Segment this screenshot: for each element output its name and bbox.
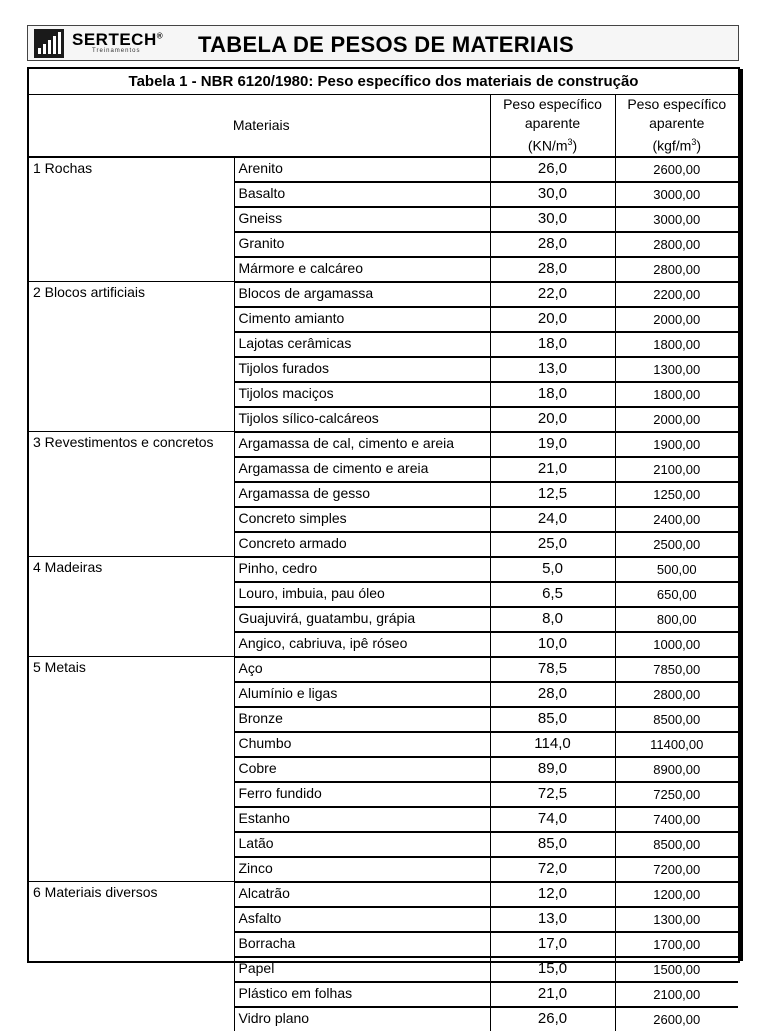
- category-cell: 3 Revestimentos e concretos: [29, 432, 234, 557]
- material-cell: Ferro fundido: [234, 782, 490, 807]
- kn-value-cell: 21,0: [490, 982, 615, 1007]
- kn-value-cell: 89,0: [490, 757, 615, 782]
- materials-table: [29, 69, 738, 1031]
- kgf-value-cell: 1800,00: [615, 332, 738, 357]
- kn-value-cell: 20,0: [490, 407, 615, 432]
- brand-subtitle: Treinamentos: [92, 48, 141, 54]
- table-row: [29, 432, 738, 457]
- kgf-value-cell: 650,00: [615, 582, 738, 607]
- kn-value-cell: 30,0: [490, 182, 615, 207]
- kn-value-cell: 26,0: [490, 1007, 615, 1031]
- kn-value-cell: 5,0: [490, 557, 615, 582]
- category-cell: 1 Rochas: [29, 157, 234, 282]
- header-materials: Materiais: [29, 95, 490, 157]
- kn-value-cell: 12,5: [490, 482, 615, 507]
- kn-value-cell: 6,5: [490, 582, 615, 607]
- kgf-value-cell: 8500,00: [615, 707, 738, 732]
- kgf-value-cell: 7850,00: [615, 657, 738, 682]
- header-kgf: Peso específico aparente $(kgf/m^3)$: [615, 95, 738, 157]
- kn-value-cell: 28,0: [490, 682, 615, 707]
- material-cell: Louro, imbuia, pau óleo: [234, 582, 490, 607]
- kgf-value-cell: 1800,00: [615, 382, 738, 407]
- material-cell: Gneiss: [234, 207, 490, 232]
- kn-value-cell: 72,5: [490, 782, 615, 807]
- kgf-value-cell: 2500,00: [615, 532, 738, 557]
- material-cell: Papel: [234, 957, 490, 982]
- kn-value-cell: 25,0: [490, 532, 615, 557]
- material-cell: Tijolos maciços: [234, 382, 490, 407]
- document-title: TABELA DE PESOS DE MATERIAIS: [198, 32, 574, 57]
- table-row: [29, 282, 738, 307]
- kgf-value-cell: 2100,00: [615, 982, 738, 1007]
- kgf-value-cell: 500,00: [615, 557, 738, 582]
- material-cell: Latão: [234, 832, 490, 857]
- kn-value-cell: 78,5: [490, 657, 615, 682]
- kn-value-cell: 74,0: [490, 807, 615, 832]
- material-cell: Aço: [234, 657, 490, 682]
- material-cell: Pinho, cedro: [234, 557, 490, 582]
- material-cell: Plástico em folhas: [234, 982, 490, 1007]
- kgf-value-cell: 1250,00: [615, 482, 738, 507]
- category-cell: 5 Metais: [29, 657, 234, 882]
- material-cell: Arenito: [234, 157, 490, 182]
- kn-value-cell: 28,0: [490, 257, 615, 282]
- kn-value-cell: 12,0: [490, 882, 615, 907]
- material-cell: Asfalto: [234, 907, 490, 932]
- kgf-value-cell: 7250,00: [615, 782, 738, 807]
- kn-value-cell: 13,0: [490, 907, 615, 932]
- material-cell: Chumbo: [234, 732, 490, 757]
- kgf-value-cell: 7200,00: [615, 857, 738, 882]
- kn-value-cell: 19,0: [490, 432, 615, 457]
- material-cell: Tijolos furados: [234, 357, 490, 382]
- kn-value-cell: 85,0: [490, 707, 615, 732]
- kgf-value-cell: 1200,00: [615, 882, 738, 907]
- kgf-value-cell: 7400,00: [615, 807, 738, 832]
- kgf-value-cell: 2100,00: [615, 457, 738, 482]
- material-cell: Angico, cabriuva, ipê róseo: [234, 632, 490, 657]
- category-cell: 2 Blocos artificiais: [29, 282, 234, 432]
- material-cell: Blocos de argamassa: [234, 282, 490, 307]
- kn-value-cell: 10,0: [490, 632, 615, 657]
- kn-value-cell: 24,0: [490, 507, 615, 532]
- category-cell: 6 Materiais diversos: [29, 882, 234, 1031]
- material-cell: Cimento amianto: [234, 307, 490, 332]
- table-row: [29, 157, 738, 182]
- kn-value-cell: 13,0: [490, 357, 615, 382]
- table-row: [29, 882, 738, 907]
- kgf-value-cell: 2800,00: [615, 682, 738, 707]
- material-cell: Estanho: [234, 807, 490, 832]
- material-cell: Cobre: [234, 757, 490, 782]
- kn-value-cell: 26,0: [490, 157, 615, 182]
- kn-value-cell: 20,0: [490, 307, 615, 332]
- material-cell: Concreto armado: [234, 532, 490, 557]
- kn-value-cell: 18,0: [490, 332, 615, 357]
- table-caption-row: [29, 69, 738, 95]
- kgf-value-cell: 1300,00: [615, 907, 738, 932]
- material-cell: Lajotas cerâmicas: [234, 332, 490, 357]
- kn-value-cell: 28,0: [490, 232, 615, 257]
- kgf-value-cell: 2600,00: [615, 157, 738, 182]
- material-cell: Alumínio e ligas: [234, 682, 490, 707]
- material-cell: Argamassa de cimento e areia: [234, 457, 490, 482]
- kn-value-cell: 15,0: [490, 957, 615, 982]
- kgf-value-cell: 3000,00: [615, 182, 738, 207]
- kgf-value-cell: 11400,00: [615, 732, 738, 757]
- table-header-row: [29, 95, 738, 157]
- kgf-value-cell: 1300,00: [615, 357, 738, 382]
- table-row: [29, 657, 738, 682]
- kgf-value-cell: 8500,00: [615, 832, 738, 857]
- material-cell: Alcatrão: [234, 882, 490, 907]
- kn-value-cell: 21,0: [490, 457, 615, 482]
- kgf-value-cell: 1900,00: [615, 432, 738, 457]
- material-cell: Mármore e calcáreo: [234, 257, 490, 282]
- kn-value-cell: 17,0: [490, 932, 615, 957]
- kgf-value-cell: 2000,00: [615, 407, 738, 432]
- material-cell: Argamassa de gesso: [234, 482, 490, 507]
- page-header: [27, 25, 739, 61]
- table-row: [29, 557, 738, 582]
- kn-value-cell: 72,0: [490, 857, 615, 882]
- brand-name: SERTECH®: [72, 30, 164, 49]
- material-cell: Guajuvirá, guatambu, grápia: [234, 607, 490, 632]
- kgf-value-cell: 2800,00: [615, 232, 738, 257]
- kn-value-cell: 85,0: [490, 832, 615, 857]
- kgf-value-cell: 3000,00: [615, 207, 738, 232]
- kn-value-cell: 30,0: [490, 207, 615, 232]
- kgf-value-cell: 1500,00: [615, 957, 738, 982]
- header-kn: Peso específico aparente $(KN/m^3)$: [490, 95, 615, 157]
- kgf-value-cell: 1000,00: [615, 632, 738, 657]
- material-cell: Concreto simples: [234, 507, 490, 532]
- kgf-value-cell: 2000,00: [615, 307, 738, 332]
- material-cell: Zinco: [234, 857, 490, 882]
- sertech-logo-icon: [34, 29, 64, 58]
- kn-value-cell: 8,0: [490, 607, 615, 632]
- material-cell: Tijolos sílico-calcáreos: [234, 407, 490, 432]
- materials-table-container: [27, 67, 740, 1027]
- kgf-value-cell: 2400,00: [615, 507, 738, 532]
- kgf-value-cell: 2600,00: [653, 1011, 701, 1027]
- kn-value-cell: 22,0: [490, 282, 615, 307]
- material-cell: Argamassa de cal, cimento e areia: [234, 432, 490, 457]
- category-cell: 4 Madeiras: [29, 557, 234, 657]
- kn-value-cell: 18,0: [490, 382, 615, 407]
- kgf-value-cell: 2200,00: [615, 282, 738, 307]
- material-cell: Vidro plano: [234, 1007, 490, 1031]
- material-cell: Granito: [234, 232, 490, 257]
- kgf-value-cell: 2800,00: [615, 257, 738, 282]
- kgf-value-cell: 8900,00: [615, 757, 738, 782]
- material-cell: Bronze: [234, 707, 490, 732]
- kgf-value-cell: 1700,00: [615, 932, 738, 957]
- material-cell: Basalto: [234, 182, 490, 207]
- kgf-value-cell: 800,00: [615, 607, 738, 632]
- material-cell: Borracha: [234, 932, 490, 957]
- table-caption: Tabela 1 - NBR 6120/1980: Peso específico dos materiais de construção: [29, 69, 738, 95]
- kn-value-cell: 114,0: [490, 732, 615, 757]
